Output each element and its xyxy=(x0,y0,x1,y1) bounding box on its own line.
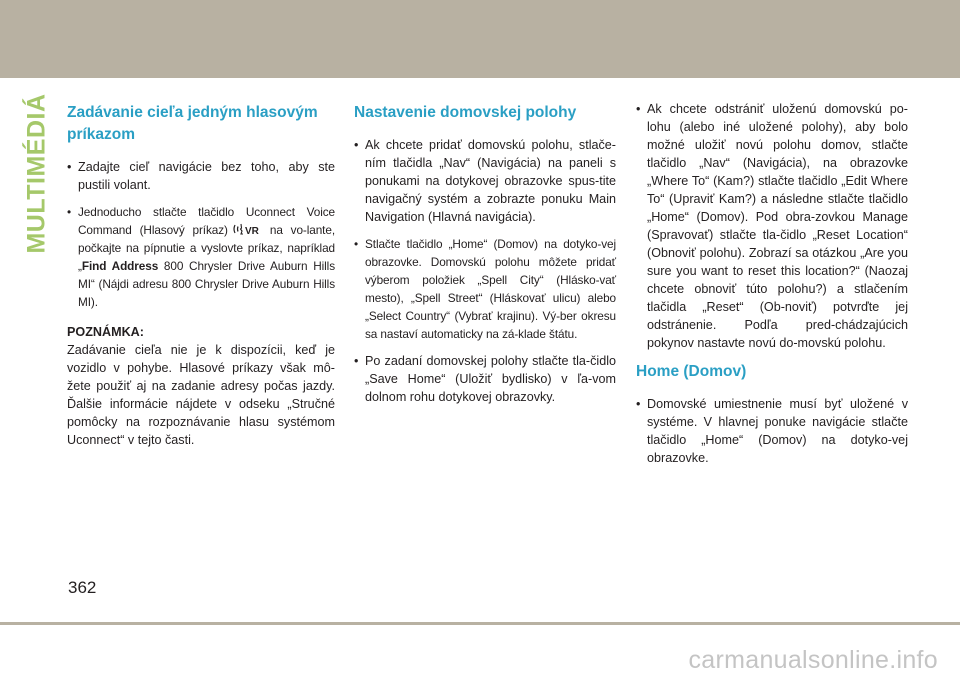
list-item-text: Po zadaní domovskej polohy stlačte tla-čidlo „Save Home“ (Uložiť bydlisko) v ľa-vom dolnom rohu dotykovej obrazovky. xyxy=(365,354,616,404)
svg-text:VR: VR xyxy=(244,226,259,236)
page-number: 362 xyxy=(68,578,97,597)
list-item-text: Jednoducho stlačte tlačidlo Uconnect Voice Command (Hlasový príkaz) xyxy=(78,205,335,237)
list-item xyxy=(354,235,616,343)
header-divider xyxy=(0,78,960,81)
heading-home: Home (Domov) xyxy=(636,363,747,380)
section-side-label-text: MULTIMÉDIÁ xyxy=(22,92,51,254)
heading-single-command-destination: Zadávanie cieľa jedným hlasovým príkazom xyxy=(67,104,318,143)
list-item-text: Domovské umiestnenie musí byť uložené v systéme. V hlavnej ponuke navigácie stlačte tlačidlo „Home“ (Domov) na dotyko-vej obrazovke. xyxy=(647,397,908,465)
column-middle xyxy=(354,100,616,415)
list-item-text: Stlačte tlačidlo „Home“ (Domov) na dotyko-vej obrazovke. Domovskú polohu môžete pridať výberom položiek „Spell City“ (Hlásko-vať mesto), „Spell Street“ (Hláskovať ulicu) alebo „Select Country“ (Vybrať krajinu). Vý-ber okresu sa nastaví automaticky na zá-klade štátu. xyxy=(365,237,616,341)
list-item xyxy=(354,136,616,226)
list-set-home xyxy=(354,136,616,406)
command-example: Find Address xyxy=(81,259,159,273)
list-item xyxy=(636,395,908,467)
list-item-text: 800 Chrysler Drive Auburn Hills MI“ (Nájdi adresu 800 Chrysler Drive Auburn Hills MI). xyxy=(78,259,335,309)
list-item xyxy=(67,158,335,194)
list-item xyxy=(354,352,616,406)
list-item-text: Ak chcete odstrániť uloženú domovskú po-lohu (alebo iné uložené polohy), aby bolo možné uložiť novú polohu domov, stlačte tlačidlo „Nav“ (Navigácia), na obrazovke „Where To“ (Kam?) stlačte tlačidlo „Edit Where To“ (Upraviť Kam?) a následne stlačte tlačidlo „Home“ (Domov). Pod obra-zovkou Manage (Spravovať) stlačte tla-čidlo „Reset Location“ (Obnoviť polohu). Zobrazí sa otázkou „Are you sure you want to reset this location?“ (Naozaj chcete obnoviť túto polohu?) a stlačením tlačidla „Reset“ (Ob-noviť) potvrďte jej odstránenie. Podľa pred-chádzajúcich pokynov nastavte novú do-movskú polohu. xyxy=(647,102,908,350)
list-item-text: Ak chcete pridať domovskú polohu, stlače-ním tlačidla „Nav“ (Navigácia) na paneli s ponukami na dotykovej obrazovke spus-tite navigačný systém a zobrazte ponuku Main Navigation (Hlavná navigácia). xyxy=(365,138,616,224)
list-item xyxy=(636,100,908,352)
list-item-text: na vo-lante, počkajte na pípnutie a vyslovte príkaz, napríklad „ xyxy=(78,223,335,273)
column-right xyxy=(636,100,908,476)
list-item-text: Zadajte cieľ navigácie bez toho, aby ste pustili volant. xyxy=(78,160,335,192)
watermark: carmanualsonline.info xyxy=(688,646,938,674)
column-left xyxy=(67,100,335,449)
heading-set-home: Nastavenie domovskej polohy xyxy=(354,104,577,121)
list-reset-home xyxy=(636,100,908,352)
list-single-command xyxy=(67,158,335,311)
header-band xyxy=(0,0,960,78)
note-text: Zadávanie cieľa nie je k dispozícii, keď je vozidlo v pohybe. Hlasové príkazy však mô-žete použiť aj na zadanie adresy počas jazdy. Ďalšie informácie nájdete v odseku „Stručné pomôcky na rozpoznávanie hlasu systémom Uconnect“ v tejto časti. xyxy=(67,343,335,447)
voice-recognition-icon xyxy=(232,222,266,236)
section-side-label xyxy=(22,92,51,254)
note-title: POZNÁMKA: xyxy=(67,325,144,339)
list-item xyxy=(67,203,335,311)
footer-divider xyxy=(0,622,960,625)
list-home xyxy=(636,395,908,467)
